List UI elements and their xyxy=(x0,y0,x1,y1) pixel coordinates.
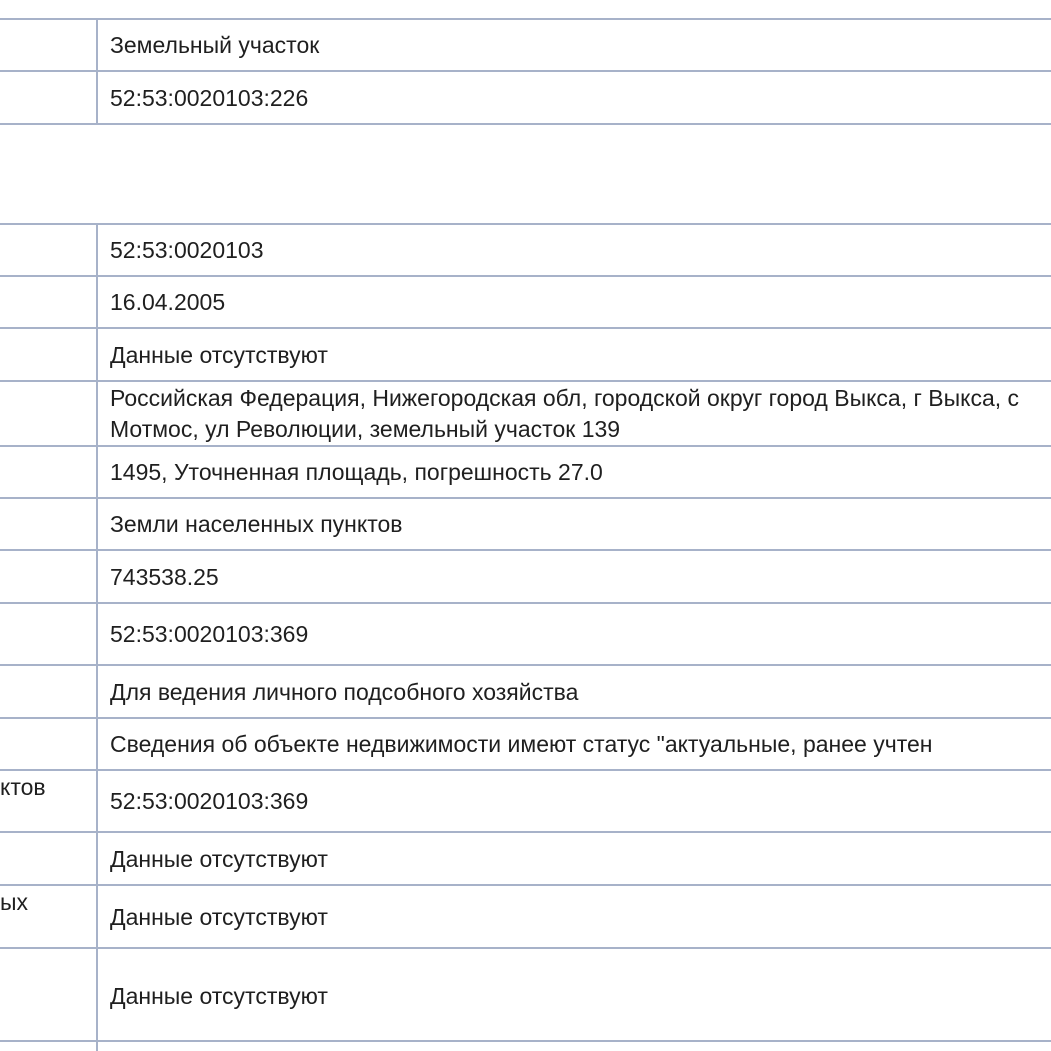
table-border xyxy=(0,123,1051,125)
table-border xyxy=(0,947,1051,949)
cadastral-value: 743538.25 xyxy=(110,564,219,590)
table-border xyxy=(0,884,1051,886)
table-border xyxy=(0,275,1051,277)
table-cell-value: Данные отсутствуют xyxy=(110,983,328,1009)
table-border xyxy=(0,717,1051,719)
row-label-partial: ктов xyxy=(0,774,46,800)
table-border xyxy=(0,223,1051,225)
area-value: 1495, Уточненная площадь, погрешность 27.0 xyxy=(110,459,603,485)
cadastral-quarter-value: 52:53:0020103 xyxy=(110,237,264,263)
table-border xyxy=(0,769,1051,771)
table-border xyxy=(0,831,1051,833)
permitted-use-value: Для ведения личного подсобного хозяйства xyxy=(110,679,579,705)
column-divider xyxy=(96,223,98,1051)
land-category-value: Земли населенных пунктов xyxy=(110,511,403,537)
table-border xyxy=(0,1040,1051,1042)
address-value: Российская Федерация, Нижегородская обл, городской округ город Выкса, г Выкса, с Мотмос, ул Революции, земельный участок 139 xyxy=(110,385,1020,442)
table-cell-value: Данные отсутствуют xyxy=(110,846,328,872)
table-cell-value: 52:53:0020103:369 xyxy=(110,788,309,814)
table-border xyxy=(0,602,1051,604)
table-border xyxy=(0,70,1051,72)
table-border xyxy=(0,445,1051,447)
table-border xyxy=(0,664,1051,666)
table-border xyxy=(0,327,1051,329)
table-cell-value: Данные отсутствуют xyxy=(110,342,328,368)
table-border xyxy=(0,380,1051,382)
table-border xyxy=(0,497,1051,499)
table-border xyxy=(0,549,1051,551)
object-type-value: Земельный участок xyxy=(110,32,320,58)
registration-date-value: 16.04.2005 xyxy=(110,289,226,315)
column-divider xyxy=(96,18,98,125)
table-border xyxy=(0,18,1051,20)
cadastral-number-value: 52:53:0020103:226 xyxy=(110,85,309,111)
status-value: Сведения об объекте недвижимости имеют статус "актуальные, ранее учтен xyxy=(110,731,933,757)
table-cell-value: Данные отсутствуют xyxy=(110,904,328,930)
table-cell-value: 52:53:0020103:369 xyxy=(110,621,309,647)
row-label-partial: ых xyxy=(0,889,29,915)
